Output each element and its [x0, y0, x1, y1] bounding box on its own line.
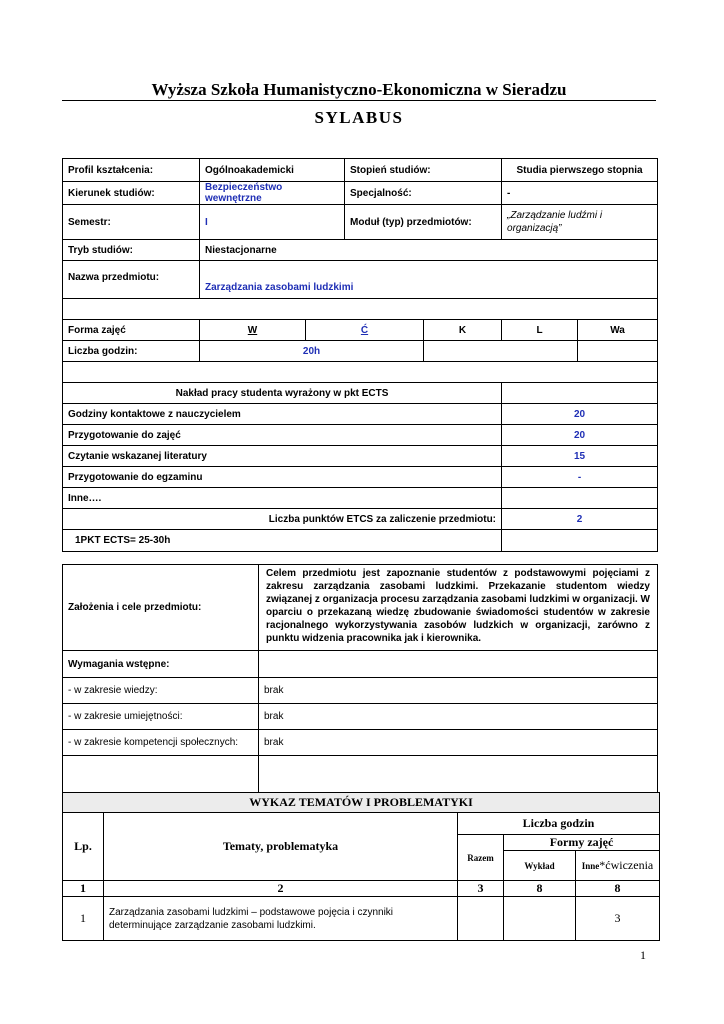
ects-row-label: Czytanie wskazanej literatury — [63, 446, 502, 467]
topics-title: WYKAZ TEMATÓW I PROBLEMATYKI — [63, 793, 660, 813]
requirements-label: Wymagania wstępne: — [63, 651, 259, 678]
requirement-value: brak — [259, 678, 658, 704]
cwiczenia-label: *ćwiczenia — [599, 857, 654, 872]
ects-row-value: 20 — [502, 404, 658, 425]
header-rule — [62, 100, 656, 101]
nazwa-value: Zarządzania zasobami ludzkimi — [200, 261, 658, 299]
kierunek-value: Bezpieczeństwo wewnętrzne — [200, 182, 345, 205]
ects-row-value: - — [502, 467, 658, 488]
requirement-label: - w zakresie umiejętności: — [63, 704, 259, 730]
topic-lp: 1 — [63, 897, 104, 941]
topic-text: Zarządzania zasobami ludzkimi – podstawowe pojęcia i czynniki determinujące zarządzanie zasobami ludzkimi. — [104, 897, 458, 941]
lp-header: Lp. — [63, 813, 104, 881]
formy-header: Formy zajęć — [504, 835, 660, 851]
index-cell: 1 — [63, 881, 104, 897]
stopien-label: Stopień studiów: — [345, 159, 502, 182]
modul-label: Moduł (typ) przedmiotów: — [345, 205, 502, 240]
liczba-godzin-header: Liczba godzin — [458, 813, 660, 835]
semestr-label: Semestr: — [63, 205, 200, 240]
liczba-godzin-empty — [424, 341, 578, 362]
specjalnosc-value: - — [502, 182, 658, 205]
specjalnosc-label: Specjalność: — [345, 182, 502, 205]
kierunek-label: Kierunek studiów: — [63, 182, 200, 205]
topic-razem — [458, 897, 504, 941]
forma-k: K — [424, 320, 502, 341]
course-info-table — [62, 158, 658, 552]
ects-header-empty — [502, 383, 658, 404]
nazwa-label: Nazwa przedmiotu: — [63, 261, 200, 299]
razem-header: Razem — [458, 835, 504, 881]
ects-row-value: 15 — [502, 446, 658, 467]
ects-row-label: Inne…. — [63, 488, 502, 509]
requirement-spacer — [259, 756, 658, 794]
index-cell: 2 — [104, 881, 458, 897]
cwiczenia-header — [576, 851, 660, 881]
forma-label: Forma zajęć — [63, 320, 200, 341]
tryb-value: Niestacjonarne — [200, 240, 658, 261]
requirement-spacer — [63, 756, 259, 794]
goals-text: Celem przedmiotu jest zapoznanie studentów z podstawowymi pojęciami z zakresu zarządzania zasobami ludzkimi. Przekazanie studentom wiedzy związanej z organizacja procesu zarządzania zasobami ludzkimi w organizacji. W oparciu o przekazaną wiedzę zbudowanie świadomości studentów w zakresie racjonalnego wykorzystywania zasobów ludzkich w organizacji, zarówno z punktu widzenia pracownika jak i kierownika. — [259, 565, 658, 651]
document-title: SYLABUS — [314, 108, 404, 127]
ects-note: 1PKT ECTS= 25-30h — [63, 530, 502, 552]
tematy-header: Tematy, problematyka — [104, 813, 458, 881]
ects-row-label: Przygotowanie do egzaminu — [63, 467, 502, 488]
index-cell: 8 — [504, 881, 576, 897]
wyklad-header: Wykład — [504, 851, 576, 881]
ects-total-label: Liczba punktów ETCS za zaliczenie przedmiotu: — [63, 509, 502, 530]
modul-value: „Zarządzanie ludźmi i organizacją” — [502, 205, 658, 240]
liczba-godzin-value: 20h — [200, 341, 424, 362]
liczba-godzin-empty-2 — [578, 341, 658, 362]
goals-table — [62, 564, 658, 794]
profil-value: Ogólnoakademicki — [200, 159, 345, 182]
forma-w: W — [200, 320, 306, 341]
ects-row-value — [502, 488, 658, 509]
spacer-row — [63, 362, 658, 383]
topic-wyklad — [504, 897, 576, 941]
requirement-label: - w zakresie wiedzy: — [63, 678, 259, 704]
stopien-value: Studia pierwszego stopnia — [502, 159, 658, 182]
profil-label: Profil kształcenia: — [63, 159, 200, 182]
forma-l: L — [502, 320, 578, 341]
inne-label: Inne — [581, 860, 600, 871]
topic-cwiczenia: 3 — [576, 897, 660, 941]
liczba-godzin-label: Liczba godzin: — [63, 341, 200, 362]
ects-row-label: Przygotowanie do zajęć — [63, 425, 502, 446]
ects-row-value: 20 — [502, 425, 658, 446]
requirements-empty — [259, 651, 658, 678]
index-cell: 8 — [576, 881, 660, 897]
ects-note-empty — [502, 530, 658, 552]
topics-table — [62, 792, 660, 941]
ects-header: Nakład pracy studenta wyrażony w pkt ECTS — [63, 383, 502, 404]
goals-label: Założenia i cele przedmiotu: — [63, 565, 259, 651]
tryb-label: Tryb studiów: — [63, 240, 200, 261]
ects-total-value: 2 — [502, 509, 658, 530]
requirement-label: - w zakresie kompetencji społecznych: — [63, 730, 259, 756]
forma-wa: Wa — [578, 320, 658, 341]
index-cell: 3 — [458, 881, 504, 897]
ects-row-label: Godziny kontaktowe z nauczycielem — [63, 404, 502, 425]
page-number: 1 — [640, 948, 646, 962]
requirement-value: brak — [259, 704, 658, 730]
university-name: Wyższa Szkoła Humanistyczno-Ekonomiczna w Sieradzu — [151, 80, 567, 99]
forma-c: Ć — [306, 320, 424, 341]
spacer-row — [63, 299, 658, 320]
requirement-value: brak — [259, 730, 658, 756]
semestr-value: I — [200, 205, 345, 240]
